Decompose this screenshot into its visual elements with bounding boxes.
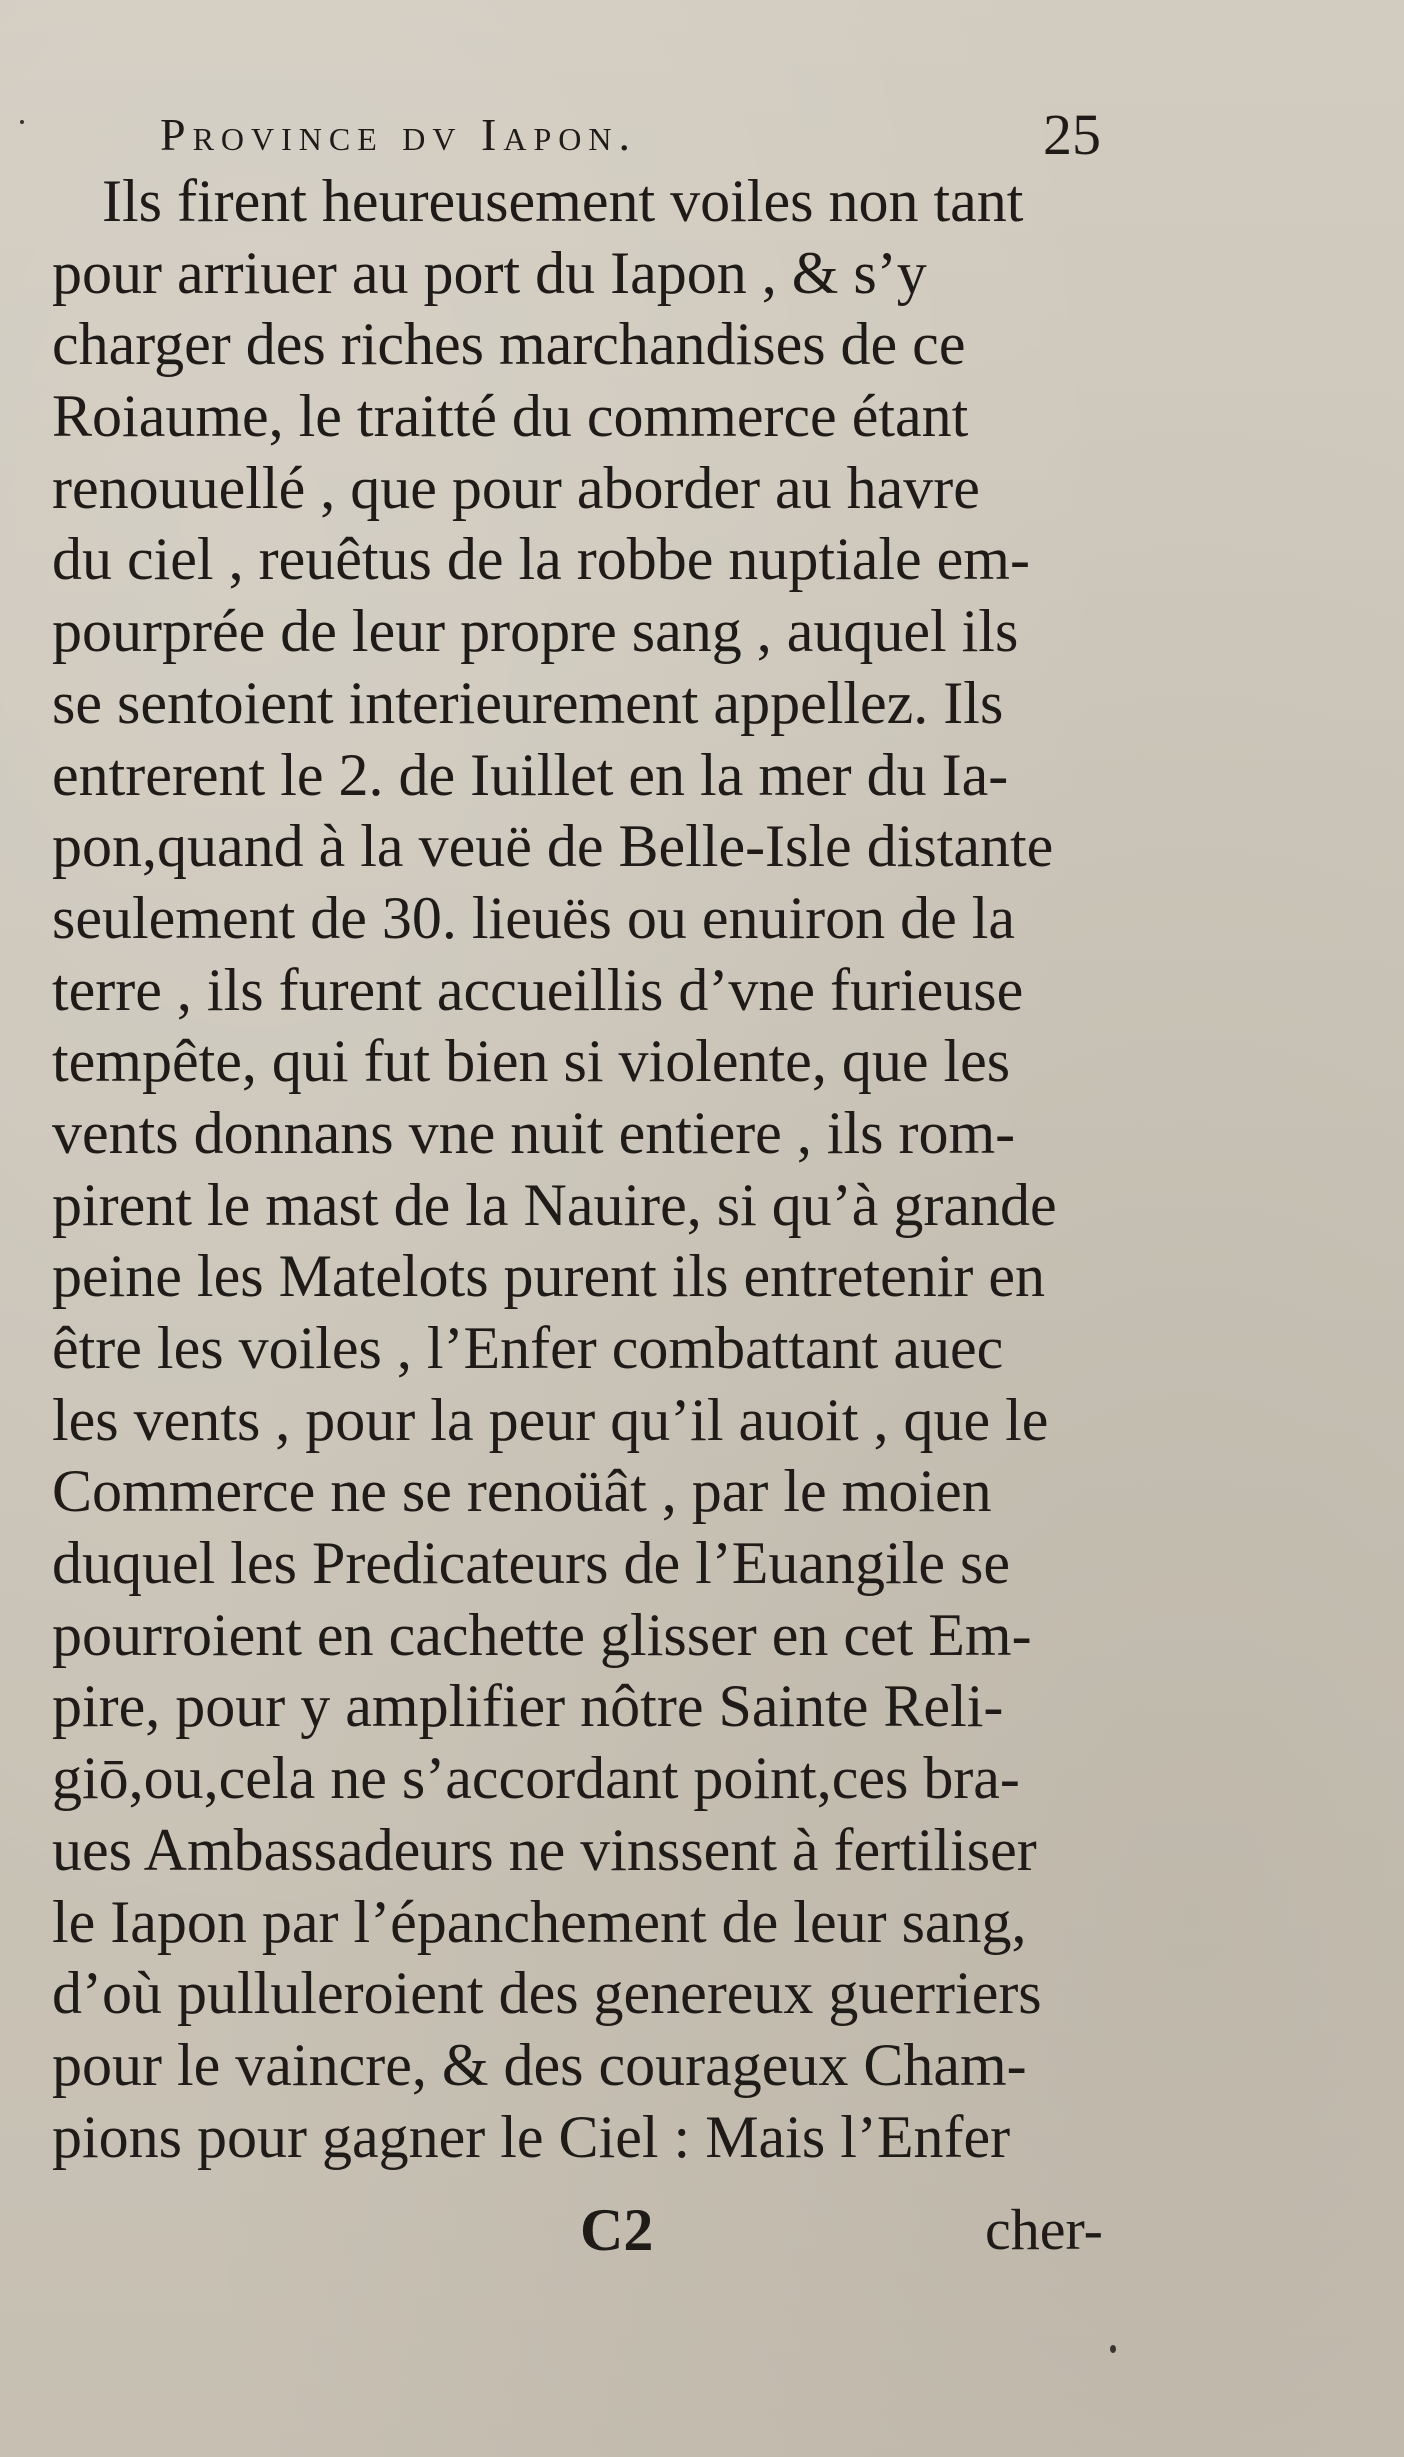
text-line: giō,ou,cela ne s’accordant point,ces bra- [52, 1745, 1020, 1812]
text-line: tempête, qui fut bien si violente, que les [52, 1028, 1011, 1095]
text-line: se sentoient interieurement appellez. Ils [52, 669, 1004, 736]
page-footer [0, 2190, 1404, 2270]
text-line: pirent le mast de la Nauire, si qu’à grande [52, 1171, 1057, 1238]
page-number: 25 [1043, 102, 1101, 167]
text-line: pour le vaincre, & des courageux Cham- [52, 2031, 1027, 2098]
text-line: être les voiles , l’Enfer combattant auec [52, 1315, 1004, 1381]
text-line: pon,quand à la veuë de Belle-Isle distante [52, 813, 1054, 880]
running-title: Province dv Iapon. [160, 109, 637, 160]
text-line: le Iapon par l’épanchement de leur sang, [52, 1888, 1027, 1955]
text-line: pour arriuer au port du Iapon , & s’y [52, 239, 927, 306]
text-line: du ciel , reuêtus de la robbe nuptiale em- [52, 526, 1030, 593]
ink-speck [1110, 2345, 1116, 2353]
text-line: pourroient en cachette glisser en cet Em- [52, 1601, 1032, 1668]
text-line: renouuellé , que pour aborder au havre [52, 454, 980, 521]
text-line: charger des riches marchandises de ce [52, 311, 966, 378]
text-line: pire, pour y amplifier nôtre Sainte Reli- [52, 1673, 1004, 1740]
text-line: Commerce ne se renoüât , par le moien [52, 1458, 992, 1525]
ink-speck [20, 120, 24, 124]
page-header [160, 95, 1160, 175]
text-line: ues Ambassadeurs ne vinssent à fertiliser [52, 1816, 1037, 1883]
text-line: terre , ils furent accueillis d’vne furieuse [52, 956, 1024, 1023]
text-line: peine les Matelots purent ils entretenir en [52, 1243, 1046, 1310]
text-line: duquel les Predicateurs de l’Euangile se [52, 1530, 1011, 1597]
text-line: entrerent le 2. de Iuillet en la mer du Ia- [52, 741, 1009, 808]
body-text [52, 166, 1152, 2173]
text-line: seulement de 30. lieuës ou enuiron de la [52, 884, 1016, 951]
text-line: vents donnans vne nuit entiere , ils rom- [52, 1099, 1016, 1166]
text-line: d’où pulluleroient des genereux guerriers [52, 1960, 1042, 2027]
text-line: pions pour gagner le Ciel : Mais l’Enfer [52, 2103, 1011, 2170]
signature-mark: C2 [580, 2197, 654, 2263]
text-line: pourprée de leur propre sang , auquel ils [52, 598, 1019, 665]
catchword: cher- [985, 2197, 1103, 2262]
text-line: Roiaume, le traitté du commerce étant [52, 383, 969, 450]
text-line: Ils firent heureusement voiles non tant [102, 168, 1024, 234]
text-line: les vents , pour la peur qu’il auoit , que le [52, 1386, 1049, 1453]
